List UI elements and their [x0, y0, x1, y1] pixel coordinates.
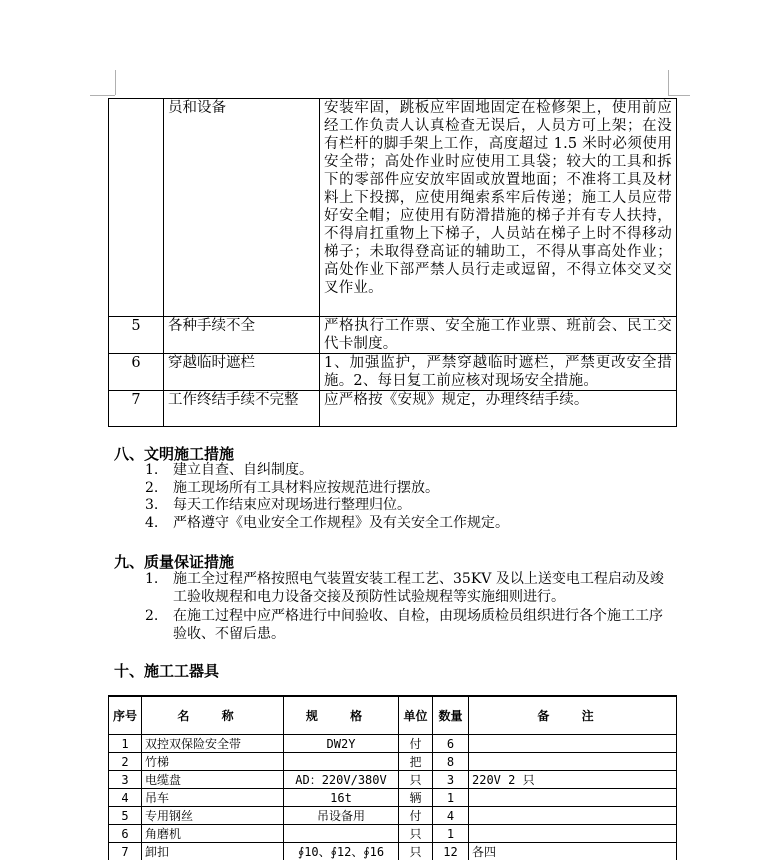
crop-mark-top-right-h — [668, 95, 690, 96]
cell-no: 2 — [109, 753, 142, 771]
list-item — [145, 462, 670, 480]
cell-remark — [469, 789, 677, 807]
crop-mark-top-right — [668, 70, 669, 95]
cell-name: 角磨机 — [142, 825, 284, 843]
list-item — [145, 571, 670, 606]
cell-unit: 付 — [399, 735, 433, 753]
cell-remark: 220V 2 只 — [469, 771, 677, 789]
cell-no: 5 — [109, 807, 142, 825]
cell-spec: 吊设备用 — [284, 807, 399, 825]
cell-name: 卸扣 — [142, 843, 284, 861]
cell-remark: 各四 — [469, 843, 677, 861]
cell-qty: 8 — [433, 753, 469, 771]
cell-spec — [284, 825, 399, 843]
cell-remark — [469, 825, 677, 843]
table-row — [109, 354, 677, 391]
cell-unit: 只 — [399, 771, 433, 789]
cell-qty: 6 — [433, 735, 469, 753]
cell-qty: 4 — [433, 807, 469, 825]
table-row — [109, 789, 677, 807]
row-item: 穿越临时遮栏 — [164, 354, 320, 391]
list-text: 每天工作结束应对现场进行整理归位。 — [173, 497, 411, 513]
header-unit: 单位 — [399, 696, 433, 735]
cell-spec: DW2Y — [284, 735, 399, 753]
cell-remark — [469, 807, 677, 825]
list-number: 1. — [145, 462, 159, 478]
cell-no: 4 — [109, 789, 142, 807]
list-number: 4. — [145, 514, 159, 531]
cell-unit: 只 — [399, 825, 433, 843]
row-number: 5 — [109, 317, 164, 354]
table-row — [109, 735, 677, 753]
list-text: 建立自查、自纠制度。 — [173, 462, 313, 478]
list-item — [145, 515, 670, 533]
cell-spec: ∮10、∮12、∮16 — [284, 843, 399, 861]
row-item: 员和设备 — [164, 99, 320, 317]
section10-heading: 十、施工工器具 — [114, 662, 220, 680]
cell-name: 吊车 — [142, 789, 284, 807]
list-number: 2. — [145, 608, 159, 624]
list-number: 1. — [145, 571, 159, 587]
cell-remark — [469, 735, 677, 753]
list-item — [145, 480, 670, 498]
list-item — [145, 608, 670, 643]
row-measure: 安装牢固，跳板应牢固地固定在检修架上，使用前应经工作负责人认真检查无误后，人员方可上架；在没有栏杆的脚手架上工作，高度超过 1.5 米时必须使用安全带；高处作业时应使用工具袋；较大的工具和拆下的零部件应安放牢固或放置地面；不准将工具及材料上下投掷，应使用绳索系牢后传递；施工人员应带好安全帽；应使用有防滑措施的梯子并有专人扶持，不得肩扛重物上下梯子，人员站在梯子上时不得移动梯子；未取得登高证的辅助工，不得从事高处作业；高处作业下部严禁人员行走或逗留，不得立体交叉交叉作业。 — [320, 99, 677, 317]
list-text: 严格遵守《电业安全工作规程》及有关安全工作规定。 — [173, 514, 509, 531]
section9-list — [145, 571, 670, 643]
table-row — [109, 843, 677, 861]
row-measure: 严格执行工作票、安全施工作业票、班前会、民工交代卡制度。 — [320, 317, 677, 354]
table-row — [109, 771, 677, 789]
cell-unit: 付 — [399, 807, 433, 825]
row-measure: 1、加强监护，严禁穿越临时遮栏，严禁更改安全措施。2、每日复工前应核对现场安全措施。 — [320, 354, 677, 391]
header-no: 序号 — [109, 696, 142, 735]
table-row — [109, 807, 677, 825]
tools-table — [108, 695, 677, 860]
list-item — [145, 497, 670, 515]
cell-unit: 只 — [399, 843, 433, 861]
cell-qty: 1 — [433, 825, 469, 843]
list-number: 3. — [145, 497, 159, 513]
header-remark: 备 注 — [469, 696, 677, 735]
section8-list — [145, 462, 670, 532]
header-spec: 规 格 — [284, 696, 399, 735]
table-row — [109, 753, 677, 771]
cell-spec: 16t — [284, 789, 399, 807]
table-row — [109, 317, 677, 354]
cell-no: 3 — [109, 771, 142, 789]
crop-mark-top-left-h — [90, 95, 115, 96]
safety-measures-table — [108, 98, 677, 427]
table-header-row — [109, 696, 677, 735]
header-qty: 数量 — [433, 696, 469, 735]
row-number: 7 — [109, 391, 164, 427]
cell-qty: 1 — [433, 789, 469, 807]
cell-qty: 3 — [433, 771, 469, 789]
row-measure: 应严格按《安规》规定，办理终结手续。 — [320, 391, 677, 427]
cell-name: 双控双保险安全带 — [142, 735, 284, 753]
list-text: 施工现场所有工具材料应按规范进行摆放。 — [173, 479, 439, 496]
list-text: 施工全过程严格按照电气装置安装工程工艺、35KV 及以上送变电工程启动及竣工验收规程和电力设备交接及预防性试验规程等实施细则进行。 — [173, 571, 664, 605]
section8-heading: 八、文明施工措施 — [114, 445, 235, 463]
cell-spec: AD：220V/380V — [284, 771, 399, 789]
cell-name: 竹梯 — [142, 753, 284, 771]
row-item: 工作终结手续不完整 — [164, 391, 320, 427]
cell-name: 专用钢丝 — [142, 807, 284, 825]
row-item: 各种手续不全 — [164, 317, 320, 354]
cell-no: 7 — [109, 843, 142, 861]
list-number: 2. — [145, 479, 159, 496]
table-row — [109, 99, 677, 317]
row-number: 6 — [109, 354, 164, 391]
cell-no: 6 — [109, 825, 142, 843]
table-row — [109, 391, 677, 427]
table-row — [109, 825, 677, 843]
cell-qty: 12 — [433, 843, 469, 861]
cell-spec — [284, 753, 399, 771]
cell-unit: 把 — [399, 753, 433, 771]
crop-mark-top-left — [115, 70, 116, 95]
header-name: 名 称 — [142, 696, 284, 735]
cell-no: 1 — [109, 735, 142, 753]
row-number — [109, 99, 164, 317]
section9-heading: 九、质量保证措施 — [114, 553, 235, 571]
cell-remark — [469, 753, 677, 771]
list-text: 在施工过程中应严格进行中间验收、自检，由现场质检员组织进行各个施工工序验收、不留后患。 — [173, 608, 663, 642]
cell-name: 电缆盘 — [142, 771, 284, 789]
cell-unit: 辆 — [399, 789, 433, 807]
